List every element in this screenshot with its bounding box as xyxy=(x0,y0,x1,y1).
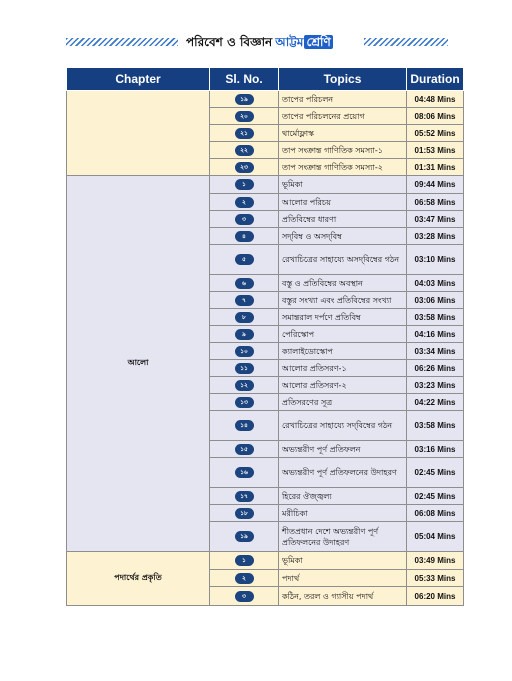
serial-cell xyxy=(210,292,279,309)
serial-number-badge: ২ xyxy=(235,573,254,584)
column-header-sl-no: Sl. No. xyxy=(210,68,279,91)
topic-cell: ভূমিকা xyxy=(279,552,407,570)
topic-cell: তাপ সংক্রান্ত গাণিতিক সমস্যা-১ xyxy=(279,142,407,159)
topic-cell: তাপের পরিচলনের প্রয়োগ xyxy=(279,108,407,125)
serial-cell xyxy=(210,176,279,194)
serial-number-badge: ১৩ xyxy=(235,397,254,408)
serial-cell xyxy=(210,377,279,394)
duration-cell: 03:58 Mins xyxy=(407,411,464,441)
duration-cell: 05:04 Mins xyxy=(407,522,464,552)
table-row xyxy=(67,552,464,570)
topic-cell: রেখাচিত্রের সাহায্যে সদ্‌বিম্বের গঠন xyxy=(279,411,407,441)
serial-cell xyxy=(210,326,279,343)
class-badge: শ্রেণি xyxy=(306,35,331,49)
serial-number-badge: ১২ xyxy=(235,380,254,391)
topic-cell: অভ্যন্তরীণ পূর্ণ প্রতিফলনের উদাহরণ xyxy=(279,458,407,488)
book-title xyxy=(186,33,333,51)
duration-cell: 06:26 Mins xyxy=(407,360,464,377)
duration-cell: 03:16 Mins xyxy=(407,441,464,458)
serial-cell xyxy=(210,108,279,125)
serial-number-badge: ১১ xyxy=(235,363,254,374)
serial-cell xyxy=(210,91,279,108)
serial-number-badge: ২৩ xyxy=(235,162,254,173)
serial-number-badge: ৭ xyxy=(235,295,254,306)
serial-cell xyxy=(210,125,279,142)
column-header-chapter: Chapter xyxy=(67,68,210,91)
topic-cell: রেখাচিত্রের সাহায্যে অসদ্‌বিম্বের গঠন xyxy=(279,245,407,275)
duration-cell: 05:52 Mins xyxy=(407,125,464,142)
topic-cell: থার্মোফ্লাস্ক xyxy=(279,125,407,142)
duration-cell: 04:16 Mins xyxy=(407,326,464,343)
serial-cell xyxy=(210,343,279,360)
page-header xyxy=(0,33,512,51)
serial-cell xyxy=(210,488,279,505)
topic-cell: ক্যালাইডোস্কোপ xyxy=(279,343,407,360)
header-right-stripe xyxy=(364,38,448,46)
duration-cell: 04:03 Mins xyxy=(407,275,464,292)
serial-number-badge: ২০ xyxy=(235,111,254,122)
topic-cell: আলোর প্রতিসরণ-১ xyxy=(279,360,407,377)
table-row xyxy=(67,91,464,108)
topic-cell: ভূমিকা xyxy=(279,176,407,194)
duration-cell: 04:48 Mins xyxy=(407,91,464,108)
serial-number-badge: ৪ xyxy=(235,231,254,242)
serial-number-badge: ১৪ xyxy=(235,420,254,431)
duration-cell: 03:34 Mins xyxy=(407,343,464,360)
serial-cell xyxy=(210,360,279,377)
duration-cell: 06:08 Mins xyxy=(407,505,464,522)
chapter-name: আলো xyxy=(67,176,210,552)
serial-number-badge: ১ xyxy=(235,555,254,566)
serial-cell xyxy=(210,159,279,176)
duration-cell: 02:45 Mins xyxy=(407,458,464,488)
duration-cell: 02:45 Mins xyxy=(407,488,464,505)
serial-number-badge: ৩ xyxy=(235,591,254,602)
duration-cell: 03:47 Mins xyxy=(407,211,464,228)
serial-number-badge: ১৭ xyxy=(235,491,254,502)
table-row xyxy=(67,176,464,194)
serial-cell xyxy=(210,587,279,606)
serial-cell xyxy=(210,570,279,587)
topic-cell: প্রতিসরণের সূত্র xyxy=(279,394,407,411)
duration-cell: 03:23 Mins xyxy=(407,377,464,394)
topic-cell: অভ্যন্তরীণ পূর্ণ প্রতিফলন xyxy=(279,441,407,458)
serial-cell xyxy=(210,458,279,488)
serial-number-badge: ১৫ xyxy=(235,444,254,455)
topic-cell: পদার্থ xyxy=(279,570,407,587)
serial-cell xyxy=(210,245,279,275)
serial-number-badge: ৫ xyxy=(235,254,254,265)
topic-cell: শীতপ্রধান দেশে অভ্যন্তরীণ পূর্ণ প্রতিফলনের উদাহরণ xyxy=(279,522,407,552)
serial-cell xyxy=(210,194,279,211)
serial-number-badge: ১০ xyxy=(235,346,254,357)
topic-cell: হিরের ঔজ্জ্বল্য xyxy=(279,488,407,505)
serial-cell xyxy=(210,275,279,292)
serial-number-badge: ১৬ xyxy=(235,467,254,478)
duration-cell: 08:06 Mins xyxy=(407,108,464,125)
serial-number-badge: ৯ xyxy=(235,329,254,340)
serial-cell xyxy=(210,309,279,326)
chapter-table xyxy=(66,67,464,606)
duration-cell: 06:58 Mins xyxy=(407,194,464,211)
serial-number-badge: ১ xyxy=(235,179,254,190)
duration-cell: 03:06 Mins xyxy=(407,292,464,309)
chapter-name xyxy=(67,91,210,176)
topic-cell: প্রতিবিম্বের ধারণা xyxy=(279,211,407,228)
topic-cell: আলোর প্রতিসরণ-২ xyxy=(279,377,407,394)
duration-cell: 09:44 Mins xyxy=(407,176,464,194)
serial-cell xyxy=(210,394,279,411)
topic-cell: মরীচিকা xyxy=(279,505,407,522)
duration-cell: 01:31 Mins xyxy=(407,159,464,176)
topic-cell: তাপের পরিচলন xyxy=(279,91,407,108)
serial-cell xyxy=(210,142,279,159)
serial-cell xyxy=(210,211,279,228)
serial-cell xyxy=(210,522,279,552)
column-header-topics: Topics xyxy=(279,68,407,91)
serial-number-badge: ২২ xyxy=(235,145,254,156)
topic-cell: সমান্তরাল দর্পণে প্রতিবিম্ব xyxy=(279,309,407,326)
header-left-stripe xyxy=(66,38,178,46)
serial-number-badge: ১৮ xyxy=(235,508,254,519)
duration-cell: 03:28 Mins xyxy=(407,228,464,245)
duration-cell: 03:49 Mins xyxy=(407,552,464,570)
serial-number-badge: ১৯ xyxy=(235,531,254,542)
duration-cell: 01:53 Mins xyxy=(407,142,464,159)
table-header-row xyxy=(67,68,464,91)
duration-cell: 04:22 Mins xyxy=(407,394,464,411)
serial-number-badge: ২ xyxy=(235,197,254,208)
book-title-text: পরিবেশ ও বিজ্ঞান xyxy=(186,35,273,49)
topic-cell: পেরিস্কোপ xyxy=(279,326,407,343)
serial-cell xyxy=(210,441,279,458)
serial-number-badge: ৮ xyxy=(235,312,254,323)
serial-number-badge: ২১ xyxy=(235,128,254,139)
duration-cell: 03:58 Mins xyxy=(407,309,464,326)
table-body xyxy=(67,91,464,606)
duration-cell: 03:10 Mins xyxy=(407,245,464,275)
topic-cell: বস্তুর সংখ্যা এবং প্রতিবিম্বের সংখ্যা xyxy=(279,292,407,309)
topic-cell: সদ্‌বিম্ব ও অসদ্‌বিম্ব xyxy=(279,228,407,245)
topic-cell: তাপ সংক্রান্ত গাণিতিক সমস্যা-২ xyxy=(279,159,407,176)
serial-cell xyxy=(210,505,279,522)
topic-cell: আলোর পরিচয় xyxy=(279,194,407,211)
column-header-duration: Duration xyxy=(407,68,464,91)
serial-cell xyxy=(210,552,279,570)
serial-cell xyxy=(210,411,279,441)
serial-number-badge: ৩ xyxy=(235,214,254,225)
duration-cell: 05:33 Mins xyxy=(407,570,464,587)
topic-cell: কঠিন, তরল ও গ্যাসীয় পদার্থ xyxy=(279,587,407,606)
serial-number-badge: ১৯ xyxy=(235,94,254,105)
serial-number-badge: ৬ xyxy=(235,278,254,289)
topic-cell: বস্তু ও প্রতিবিম্বের অবস্থান xyxy=(279,275,407,292)
chapter-name: পদার্থের প্রকৃতি xyxy=(67,552,210,606)
class-label: আট্টম xyxy=(275,35,304,49)
serial-cell xyxy=(210,228,279,245)
duration-cell: 06:20 Mins xyxy=(407,587,464,606)
